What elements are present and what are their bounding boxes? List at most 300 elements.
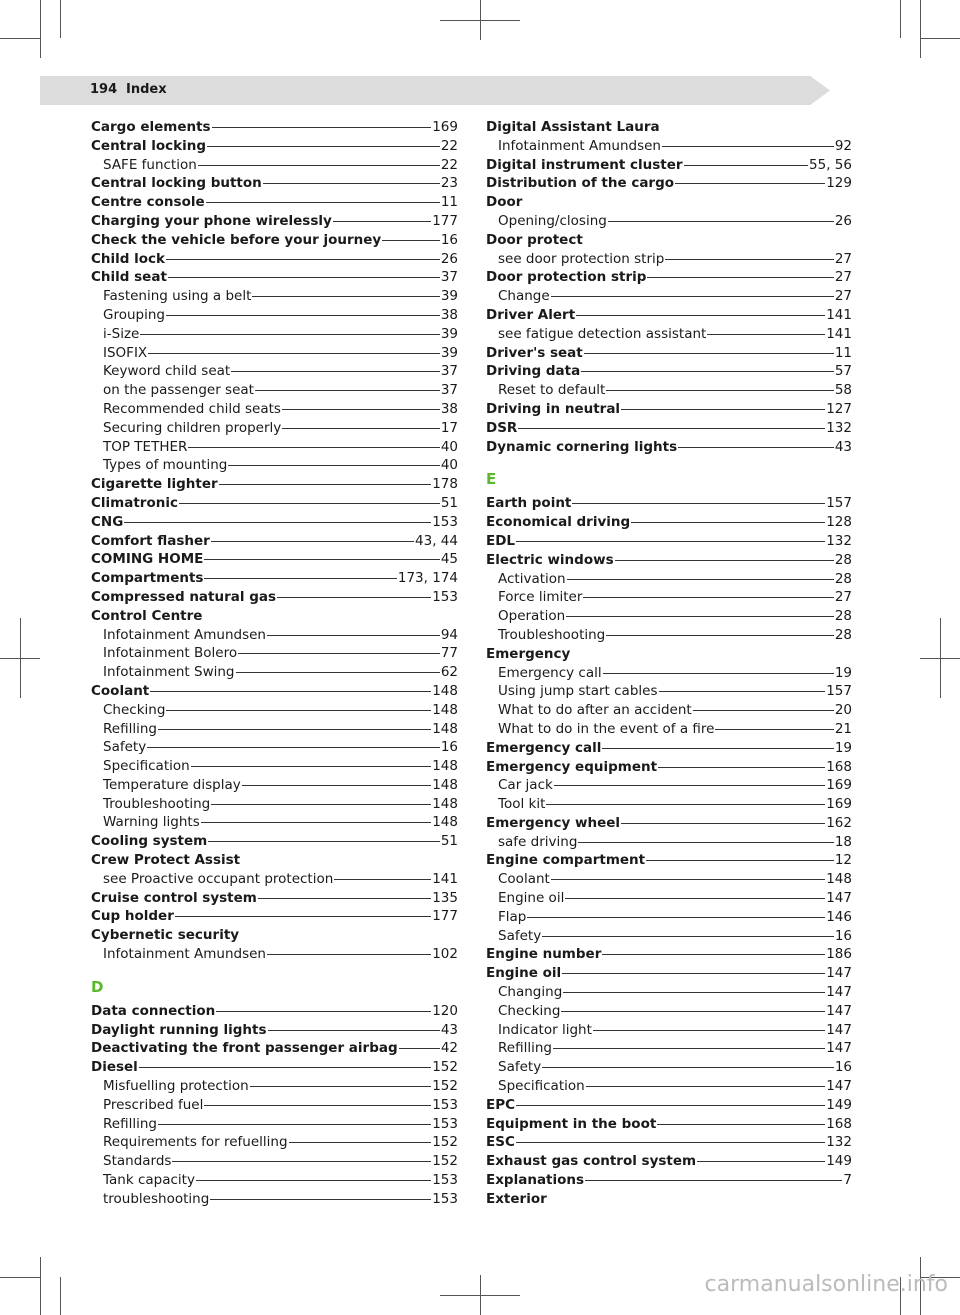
leader-line — [527, 917, 825, 918]
leader-line — [140, 334, 439, 335]
leader-line — [562, 973, 825, 974]
entry-label: Keyword child seat — [103, 363, 231, 380]
entry-label: ESC — [486, 1134, 515, 1151]
index-entry — [486, 400, 852, 419]
index-entry — [91, 475, 458, 494]
leader-line — [606, 390, 833, 391]
index-subentry — [91, 795, 458, 814]
index-entry — [91, 607, 458, 626]
index-subentry — [486, 626, 852, 645]
index-subentry — [91, 1133, 458, 1152]
entry-page: 27 — [834, 589, 852, 606]
entry-label: Driving in neutral — [486, 400, 621, 417]
leader-line — [563, 992, 825, 993]
index-subentry — [91, 325, 458, 344]
entry-label: on the passenger seat — [103, 382, 254, 399]
index-subentry — [486, 1039, 852, 1058]
entry-label: TOP TETHER — [103, 438, 188, 455]
index-subentry — [486, 776, 852, 795]
entry-page: 162 — [826, 814, 852, 831]
index-letter-heading: E — [486, 470, 497, 489]
leader-line — [242, 785, 431, 786]
index-subentry — [486, 1002, 852, 1021]
watermark: carmanualsonline.info — [704, 1272, 948, 1297]
index-subentry — [486, 588, 852, 607]
entry-page: 45 — [440, 551, 458, 568]
leader-line — [179, 503, 440, 504]
leader-line — [584, 353, 834, 354]
entry-label: Requirements for refuelling — [103, 1134, 288, 1151]
entry-label: Explanations — [486, 1172, 585, 1189]
leader-line — [551, 296, 834, 297]
entry-page: 169 — [826, 777, 852, 794]
entry-page: 19 — [834, 739, 852, 756]
leader-line — [565, 898, 825, 899]
entry-label: Infotainment Amundsen — [498, 137, 661, 154]
entry-page: 43, 44 — [415, 532, 458, 549]
leader-line — [139, 1067, 431, 1068]
leader-line — [678, 447, 834, 448]
leader-line — [646, 860, 834, 861]
leader-line — [572, 503, 825, 504]
index-subentry — [486, 908, 852, 927]
leader-line — [258, 898, 431, 899]
entry-page: 11 — [834, 344, 852, 361]
leader-line — [621, 823, 825, 824]
index-subentry — [486, 983, 852, 1002]
index-subentry — [486, 1058, 852, 1077]
entry-label: troubleshooting — [103, 1190, 210, 1207]
page-title: Index — [126, 82, 167, 97]
entry-label: Emergency call — [486, 739, 602, 756]
entry-page: 58 — [834, 382, 852, 399]
index-subentry — [486, 682, 852, 701]
leader-line — [166, 259, 440, 260]
entry-page: 147 — [826, 1078, 852, 1095]
entry-page: 37 — [440, 382, 458, 399]
entry-label: Troubleshooting — [498, 626, 606, 643]
entry-label: Refilling — [103, 720, 157, 737]
entry-label: Cup holder — [91, 908, 174, 925]
leader-line — [581, 371, 834, 372]
entry-page: 57 — [834, 363, 852, 380]
entry-label: Opening/closing — [498, 212, 607, 229]
index-subentry — [486, 870, 852, 889]
index-subentry — [486, 833, 852, 852]
entry-label: Dynamic cornering lights — [486, 438, 678, 455]
leader-line — [603, 673, 834, 674]
leader-line — [267, 635, 440, 636]
entry-page: 26 — [440, 250, 458, 267]
entry-label: Exterior — [486, 1190, 547, 1207]
index-subentry — [91, 381, 458, 400]
index-subentry — [91, 400, 458, 419]
entry-page: 153 — [432, 513, 458, 530]
index-subentry — [91, 456, 458, 475]
leader-line — [333, 221, 431, 222]
entry-page: 152 — [432, 1153, 458, 1170]
leader-line — [516, 1142, 825, 1143]
entry-label: Comfort flasher — [91, 532, 210, 549]
entry-page: 148 — [432, 776, 458, 793]
leader-line — [578, 842, 833, 843]
entry-page: 132 — [826, 419, 852, 436]
entry-label: Misfuelling protection — [103, 1078, 249, 1095]
index-subentry — [91, 1190, 458, 1209]
leader-line — [124, 522, 431, 523]
entry-page: 148 — [432, 720, 458, 737]
entry-label: Temperature display — [103, 776, 241, 793]
index-subentry — [486, 1021, 852, 1040]
leader-line — [158, 729, 431, 730]
entry-label: Infotainment Swing — [103, 664, 235, 681]
entry-label: Door protection strip — [486, 269, 647, 286]
entry-page: 17 — [440, 419, 458, 436]
leader-line — [210, 1199, 431, 1200]
entry-page: 148 — [432, 758, 458, 775]
entry-page: 39 — [440, 325, 458, 342]
entry-label: Diesel — [91, 1059, 138, 1076]
leader-line — [553, 1048, 825, 1049]
entry-label: Compartments — [91, 570, 204, 587]
leader-line — [608, 221, 834, 222]
index-subentry — [486, 212, 852, 231]
entry-label: Economical driving — [486, 514, 631, 531]
entry-page: 135 — [432, 889, 458, 906]
index-subentry — [91, 757, 458, 776]
entry-page: 132 — [826, 1134, 852, 1151]
entry-page: 92 — [834, 137, 852, 154]
index-subentry — [486, 889, 852, 908]
index-entry — [486, 1115, 852, 1134]
entry-label: Specification — [103, 758, 190, 775]
entry-label: Deactivating the front passenger airbag — [91, 1040, 398, 1057]
leader-line — [204, 559, 439, 560]
leader-line — [602, 748, 833, 749]
leader-line — [697, 1161, 825, 1162]
entry-label: DSR — [486, 419, 518, 436]
entry-label: Safety — [498, 1059, 542, 1076]
leader-line — [399, 1048, 440, 1049]
index-entry — [91, 118, 458, 137]
entry-page: 157 — [826, 495, 852, 512]
leader-line — [268, 1030, 440, 1031]
entry-page: 62 — [440, 664, 458, 681]
index-subentry — [486, 701, 852, 720]
entry-label: Tool kit — [498, 796, 546, 813]
index-entry — [91, 532, 458, 551]
entry-page: 27 — [834, 269, 852, 286]
entry-page: 28 — [834, 570, 852, 587]
leader-line — [172, 1161, 431, 1162]
leader-line — [551, 879, 825, 880]
entry-label: Infotainment Amundsen — [103, 626, 266, 643]
leader-line — [707, 334, 825, 335]
entry-label: Crew Protect Assist — [91, 852, 241, 869]
entry-label: Control Centre — [91, 607, 203, 624]
entry-label: Infotainment Amundsen — [103, 946, 266, 963]
leader-line — [277, 597, 431, 598]
entry-page: 16 — [440, 231, 458, 248]
leader-line — [659, 691, 826, 692]
leader-line — [196, 1180, 431, 1181]
entry-page: 168 — [826, 758, 852, 775]
index-entry — [486, 156, 852, 175]
entry-label: Force limiter — [498, 589, 583, 606]
entry-page: 27 — [834, 250, 852, 267]
index-entry — [486, 964, 852, 983]
index-entry — [486, 551, 852, 570]
index-entry — [486, 306, 852, 325]
entry-label: Central locking — [91, 137, 207, 154]
entry-label: Infotainment Bolero — [103, 645, 238, 662]
entry-label: Engine number — [486, 946, 602, 963]
index-entry — [486, 945, 852, 964]
leader-line — [542, 936, 834, 937]
entry-page: 28 — [834, 626, 852, 643]
index-entry — [91, 588, 458, 607]
entry-page: 153 — [432, 1172, 458, 1189]
leader-line — [166, 710, 431, 711]
entry-page: 153 — [432, 1190, 458, 1207]
leader-line — [252, 296, 439, 297]
entry-page: 148 — [432, 682, 458, 699]
index-entry — [91, 926, 458, 945]
entry-label: Standards — [103, 1153, 172, 1170]
leader-line — [647, 277, 833, 278]
index-column-left — [91, 118, 458, 1209]
entry-label: Flap — [498, 908, 527, 925]
entry-label: Compressed natural gas — [91, 588, 277, 605]
index-entry — [486, 532, 852, 551]
index-entry — [91, 1002, 458, 1021]
index-subentry — [486, 381, 852, 400]
leader-line — [204, 578, 396, 579]
index-subentry — [486, 325, 852, 344]
entry-page: 20 — [834, 702, 852, 719]
entry-page: 147 — [826, 1021, 852, 1038]
entry-page: 177 — [432, 212, 458, 229]
entry-page: 153 — [432, 1096, 458, 1113]
index-subentry — [91, 1171, 458, 1190]
entry-label: Activation — [498, 570, 566, 587]
index-entry — [91, 907, 458, 926]
leader-line — [516, 1105, 825, 1106]
index-subentry — [486, 137, 852, 156]
entry-label: EPC — [486, 1096, 516, 1113]
leader-line — [657, 1124, 825, 1125]
leader-line — [576, 315, 825, 316]
entry-page: 128 — [826, 514, 852, 531]
index-entry — [486, 758, 852, 777]
entry-page: 42 — [440, 1040, 458, 1057]
index-subentry — [486, 250, 852, 269]
entry-label: Checking — [103, 701, 166, 718]
entry-label: Coolant — [91, 682, 150, 699]
index-subentry — [91, 644, 458, 663]
entry-label: Driver's seat — [486, 344, 583, 361]
entry-label: Digital Assistant Laura — [486, 119, 660, 135]
entry-label: Cybernetic security — [91, 927, 240, 944]
index-entry — [486, 1133, 852, 1152]
entry-page: 127 — [826, 400, 852, 417]
index-entry — [486, 419, 852, 438]
entry-page: 153 — [432, 588, 458, 605]
entry-page: 16 — [834, 927, 852, 944]
entry-page: 149 — [826, 1096, 852, 1113]
leader-line — [684, 165, 809, 166]
index-entry — [486, 1171, 852, 1190]
leader-line — [201, 822, 431, 823]
index-letter-heading: D — [91, 977, 104, 996]
index-subentry — [91, 870, 458, 889]
index-entry — [91, 851, 458, 870]
index-entry — [486, 739, 852, 758]
leader-line — [219, 484, 432, 485]
entry-page: 186 — [826, 946, 852, 963]
entry-label: What to do after an accident — [498, 702, 692, 719]
entry-page: 147 — [826, 1002, 852, 1019]
entry-label: Electric windows — [486, 551, 614, 568]
entry-page: 22 — [440, 137, 458, 154]
entry-label: see door protection strip — [498, 250, 665, 267]
leader-line — [150, 691, 431, 692]
entry-page: 38 — [440, 400, 458, 417]
index-entry — [91, 193, 458, 212]
entry-page: 169 — [432, 119, 458, 135]
index-subentry — [486, 287, 852, 306]
entry-label: Safety — [498, 927, 542, 944]
leader-line — [382, 240, 440, 241]
entry-page: 148 — [432, 701, 458, 718]
leader-line — [567, 579, 834, 580]
index-entry — [486, 513, 852, 532]
index-entry — [486, 814, 852, 833]
entry-page: 149 — [826, 1153, 852, 1170]
entry-page: 11 — [440, 194, 458, 211]
entry-label: Daylight running lights — [91, 1021, 267, 1038]
entry-label: Changing — [498, 984, 563, 1001]
entry-label: Emergency call — [498, 664, 602, 681]
entry-label: Exhaust gas control system — [486, 1153, 697, 1170]
index-entry — [91, 682, 458, 701]
entry-label: Emergency — [486, 645, 571, 662]
leader-line — [282, 409, 440, 410]
leader-line — [191, 766, 432, 767]
index-entry — [486, 851, 852, 870]
entry-label: Change — [498, 288, 550, 305]
index-subentry — [91, 738, 458, 757]
entry-label: Cigarette lighter — [91, 476, 218, 493]
entry-label: Engine compartment — [486, 852, 646, 869]
index-entry — [486, 344, 852, 363]
leader-line — [282, 428, 440, 429]
leader-line — [665, 259, 833, 260]
entry-page: 147 — [826, 890, 852, 907]
entry-label: Grouping — [103, 306, 165, 323]
leader-line — [289, 1142, 432, 1143]
entry-page: 21 — [834, 720, 852, 737]
entry-label: Warning lights — [103, 814, 200, 831]
entry-page: 152 — [432, 1134, 458, 1151]
leader-line — [198, 165, 440, 166]
entry-label: Operation — [498, 608, 566, 625]
entry-page: 38 — [440, 306, 458, 323]
index-subentry — [91, 438, 458, 457]
leader-line — [693, 710, 834, 711]
entry-page: 168 — [826, 1115, 852, 1132]
leader-line — [231, 371, 440, 372]
entry-label: Fastening using a belt — [103, 288, 252, 305]
leader-line — [662, 146, 834, 147]
entry-page: 16 — [440, 739, 458, 756]
index-column-right — [486, 118, 852, 1209]
entry-label: Child seat — [91, 269, 167, 286]
index-entry — [486, 645, 852, 664]
entry-label: Cruise control system — [91, 889, 257, 906]
index-subentry — [486, 1077, 852, 1096]
leader-line — [715, 729, 833, 730]
index-entry — [486, 362, 852, 381]
leader-line — [207, 146, 440, 147]
entry-page: 169 — [826, 796, 852, 813]
entry-page: 23 — [440, 175, 458, 192]
entry-page: 39 — [440, 344, 458, 361]
index-subentry — [486, 570, 852, 589]
entry-page: 22 — [440, 156, 458, 173]
entry-label: Driver Alert — [486, 306, 576, 323]
leader-line — [228, 465, 439, 466]
index-entry — [91, 174, 458, 193]
entry-page: 27 — [834, 288, 852, 305]
index-entry — [486, 268, 852, 287]
entry-page: 43 — [834, 438, 852, 455]
entry-page: 132 — [826, 532, 852, 549]
entry-page: 102 — [432, 946, 458, 963]
index-subentry — [486, 607, 852, 626]
entry-label: Coolant — [498, 871, 550, 888]
index-subentry — [91, 344, 458, 363]
leader-line — [542, 1067, 834, 1068]
index-entry — [486, 438, 852, 457]
entry-label: EDL — [486, 532, 516, 549]
entry-label: Distribution of the cargo — [486, 175, 675, 192]
entry-label: Troubleshooting — [103, 795, 211, 812]
leader-line — [204, 1105, 431, 1106]
leader-line — [238, 653, 440, 654]
index-entry — [91, 137, 458, 156]
leader-line — [561, 1011, 825, 1012]
entry-label: Recommended child seats — [103, 400, 281, 417]
index-subentry — [91, 701, 458, 720]
entry-label: safe driving — [498, 833, 578, 850]
entry-page: 26 — [834, 212, 852, 229]
index-subentry — [91, 306, 458, 325]
index-entry — [486, 1152, 852, 1171]
entry-label: i-Size — [103, 325, 140, 342]
entry-label: Emergency wheel — [486, 814, 621, 831]
leader-line — [593, 1030, 825, 1031]
entry-page: 37 — [440, 269, 458, 286]
leader-line — [267, 954, 431, 955]
leader-line — [615, 560, 834, 561]
leader-line — [675, 183, 825, 184]
entry-label: Equipment in the boot — [486, 1115, 657, 1132]
entry-page: 153 — [432, 1115, 458, 1132]
entry-label: Cooling system — [91, 833, 208, 850]
entry-label: Cargo elements — [91, 119, 211, 135]
index-subentry — [91, 287, 458, 306]
